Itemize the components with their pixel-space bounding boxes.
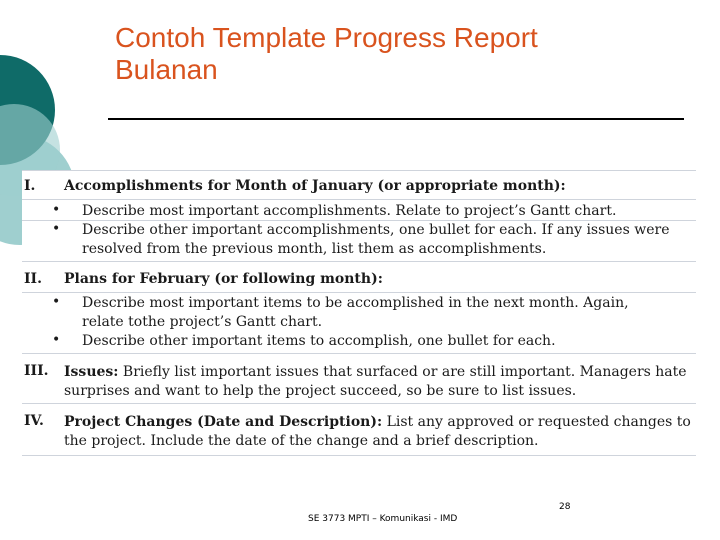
section-text: List any approved or requested changes to the project. Include the date of the change and a brief description. — [64, 414, 691, 449]
section-paragraph — [64, 363, 696, 401]
section-label: Issues: — [64, 364, 119, 380]
section-numeral: III. — [24, 363, 49, 379]
bullet-text: Describe most important items to be accomplished in the next month. Again, relate tothe project’s Gantt chart. — [82, 295, 629, 330]
divider — [22, 199, 696, 200]
section-numeral: IV. — [24, 413, 44, 429]
page-number: 28 — [559, 502, 571, 512]
divider — [22, 403, 696, 404]
bullet-icon: • — [52, 221, 61, 237]
section-paragraph — [64, 413, 696, 451]
divider — [22, 292, 696, 293]
section-heading: Accomplishments for Month of January (or appropriate month): — [64, 178, 566, 194]
bullet-text: Describe most important accomplishments. Relate to project’s Gantt chart. — [82, 203, 617, 219]
slide-footer: SE 3773 MPTI – Komunikasi - IMD — [308, 514, 458, 524]
slide-title-line1: Contoh Template Progress Report — [115, 22, 538, 53]
divider — [22, 170, 696, 171]
bullet-icon: • — [52, 202, 61, 218]
divider — [22, 455, 696, 456]
divider — [22, 353, 696, 354]
section-numeral: II. — [24, 271, 42, 287]
section-heading: Plans for February (or following month): — [64, 271, 383, 287]
bullet-text: Describe other important items to accomplish, one bullet for each. — [82, 333, 556, 349]
section-label: Project Changes (Date and Description): — [64, 414, 383, 430]
bullet-icon: • — [52, 332, 61, 348]
slide-title-line2: Bulanan — [115, 54, 218, 85]
title-divider — [108, 118, 684, 120]
section-numeral: I. — [24, 178, 36, 194]
progress-report-document — [22, 170, 696, 456]
divider — [22, 261, 696, 262]
section-text: Briefly list important issues that surfaced or are still important. Managers hate surprises and want to help the project succeed, so be sure to list issues. — [64, 364, 687, 399]
slide-title — [115, 22, 675, 86]
bullet-text: Describe other important accomplishments, one bullet for each. If any issues were resolved from the previous month, list them as accomplishments. — [82, 222, 670, 257]
bullet-icon: • — [52, 294, 61, 310]
